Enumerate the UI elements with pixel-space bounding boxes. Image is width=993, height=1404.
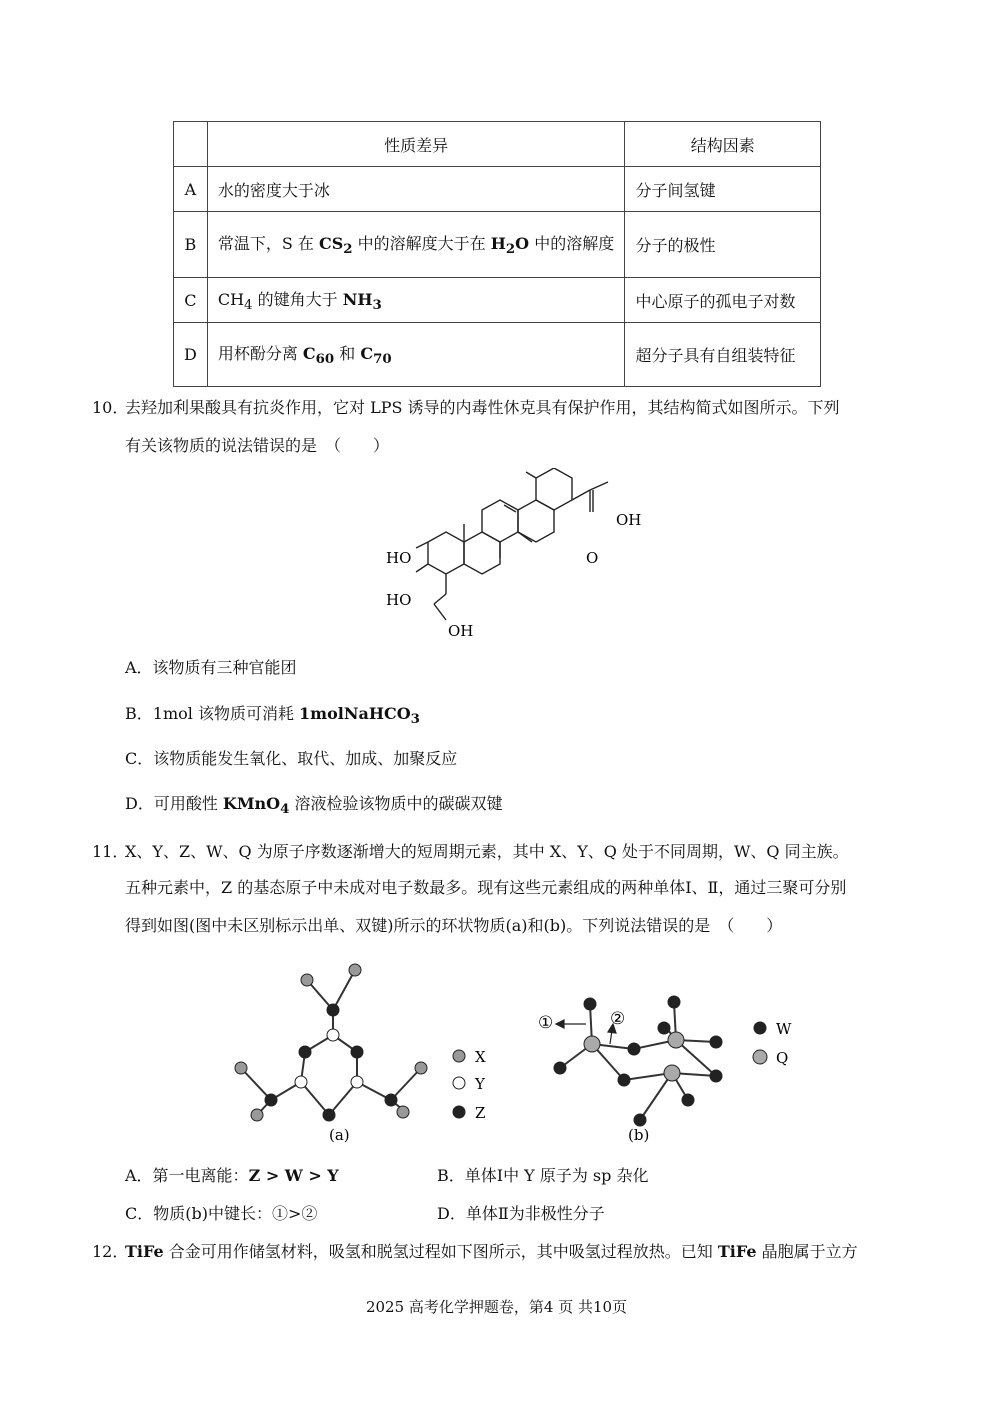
option-a: A．第一电离能：Z > W > Y bbox=[125, 1166, 339, 1185]
legend-y: Y bbox=[475, 1075, 485, 1093]
legend-w: W bbox=[776, 1020, 792, 1038]
oh-label: OH bbox=[448, 622, 474, 640]
table-row bbox=[174, 212, 821, 278]
row-diff: 常温下，S 在 $CS_2$ 中的溶解度大于在 $H_2O$ 中的溶解度 bbox=[207, 212, 625, 278]
table-header-row bbox=[174, 122, 821, 167]
question-stem: 五种元素中，Z 的基态原子中未成对电子数最多。现有这些元素组成的两种单体Ⅰ、Ⅱ，通过三聚可分别 bbox=[125, 878, 847, 897]
question-stem: 有关该物质的说法错误的是 （ ） bbox=[125, 436, 390, 455]
molecule-structure bbox=[380, 468, 670, 646]
header-factor: 结构因素 bbox=[625, 122, 821, 167]
property-table bbox=[173, 121, 821, 387]
option-d: D．可用酸性 KMnO$_4$ 溶液检验该物质中的碳碳双键 bbox=[125, 794, 503, 818]
question-number: 10． bbox=[92, 398, 129, 417]
figure-a bbox=[225, 950, 515, 1150]
row-diff: 用杯酚分离 $C_{60}$ 和 $C_{70}$ bbox=[207, 323, 625, 387]
option-b: B．单体Ⅰ中 Y 原子为 sp 杂化 bbox=[437, 1166, 649, 1185]
option-c: C．物质(b)中键长：①>② bbox=[125, 1204, 318, 1223]
header-diff: 性质差异 bbox=[207, 122, 625, 167]
row-factor: 分子间氢键 bbox=[625, 167, 821, 212]
question-number: 11． bbox=[92, 842, 129, 861]
legend-z: Z bbox=[475, 1104, 486, 1122]
row-diff: $CH_4$ 的键角大于 $NH_3$ bbox=[207, 278, 625, 323]
legend-q: Q bbox=[776, 1049, 789, 1067]
table-row bbox=[174, 167, 821, 212]
question-stem: X、Y、Z、W、Q 为原子序数逐渐增大的短周期元素，其中 X、Y、Q 处于不同周期，W、Q 同主族。 bbox=[125, 842, 849, 861]
table-row bbox=[174, 278, 821, 323]
option-b: B．1mol 该物质可消耗 1molNaHCO$_3$ bbox=[125, 704, 420, 728]
mark-1: ① bbox=[538, 1013, 554, 1033]
row-factor: 超分子具有自组装特征 bbox=[625, 323, 821, 387]
row-label: D bbox=[174, 323, 208, 387]
row-factor: 分子的极性 bbox=[625, 212, 821, 278]
row-factor: 中心原子的孤电子对数 bbox=[625, 278, 821, 323]
row-label: C bbox=[174, 278, 208, 323]
row-diff: 水的密度大于冰 bbox=[207, 167, 625, 212]
row-label: B bbox=[174, 212, 208, 278]
table-row bbox=[174, 323, 821, 387]
option-c: C．该物质能发生氧化、取代、加成、加聚反应 bbox=[125, 749, 458, 768]
oh-label: OH bbox=[616, 511, 642, 529]
option-d: D．单体Ⅱ为非极性分子 bbox=[437, 1204, 605, 1223]
question-stem: 去羟加利果酸具有抗炎作用，它对 LPS 诱导的内毒性休克具有保护作用，其结构简式如图所示。下列 bbox=[125, 398, 840, 417]
mark-2: ② bbox=[610, 1009, 626, 1029]
question-stem: TiFe 合金可用作储氢材料，吸氢和脱氢过程如下图所示，其中吸氢过程放热。已知 TiFe 晶胞属于立方 bbox=[125, 1242, 858, 1261]
ho-label: HO bbox=[386, 591, 412, 609]
page-footer: 2025 高考化学押题卷，第4 页 共10页 bbox=[365, 1298, 628, 1316]
question-stem: 得到如图(图中未区别标示出单、双键)所示的环状物质(a)和(b)。下列说法错误的是 （ ） bbox=[125, 916, 783, 935]
legend-x: X bbox=[475, 1048, 486, 1066]
figure-b bbox=[530, 992, 820, 1147]
row-label: A bbox=[174, 167, 208, 212]
o-label: O bbox=[586, 549, 599, 567]
figure-b-label: (b) bbox=[628, 1126, 650, 1144]
header-empty bbox=[174, 122, 208, 167]
ho-label: HO bbox=[386, 549, 412, 567]
figure-a-label: (a) bbox=[329, 1126, 350, 1144]
question-number: 12． bbox=[92, 1242, 129, 1261]
option-a: A．该物质有三种官能团 bbox=[125, 658, 297, 677]
